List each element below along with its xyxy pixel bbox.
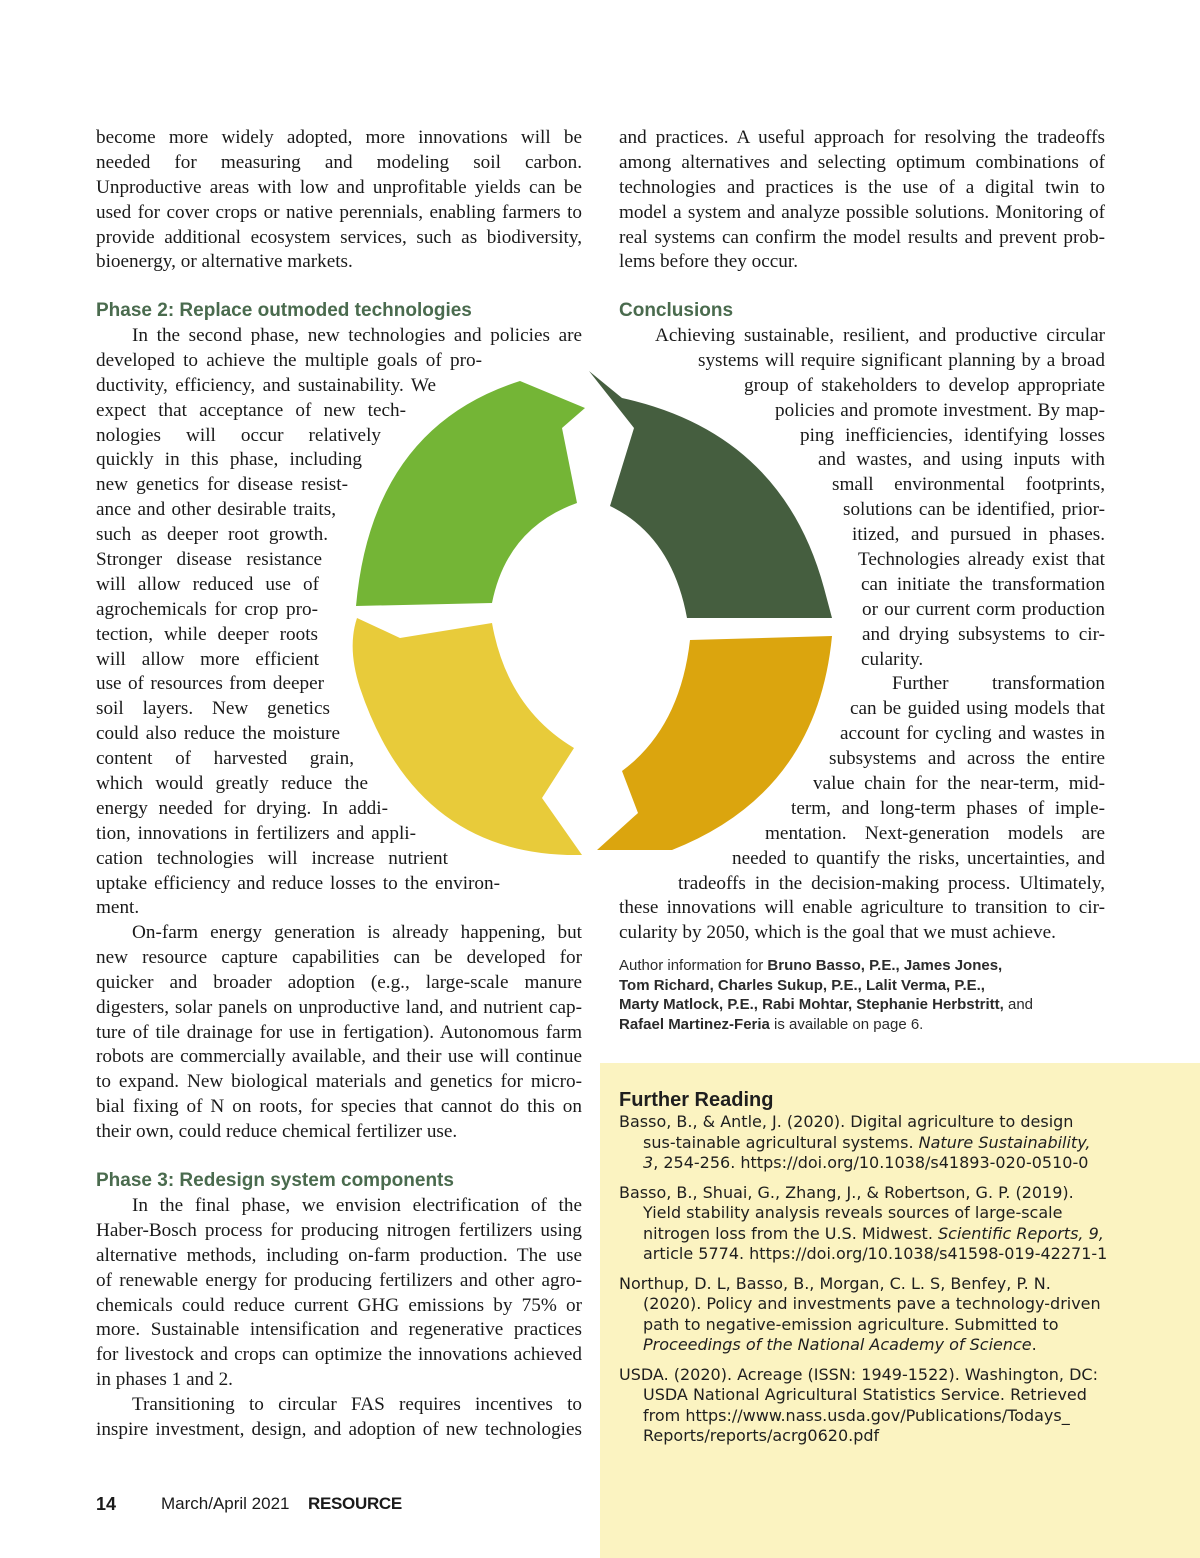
text-line: account for cycling and wastes in xyxy=(840,723,1105,745)
text-line: model a system and analyze possible solutions. Monitoring of xyxy=(619,201,1105,223)
further-reading-title: Further Reading xyxy=(619,1089,774,1111)
issue-date: March/April 2021 xyxy=(161,1494,290,1513)
text-line: chemicals could reduce current GHG emissions by 75% or xyxy=(96,1294,582,1316)
text-line: and wastes, and using inputs with xyxy=(818,449,1105,471)
author-names-4: Rafael Martinez-Feria xyxy=(619,1015,770,1033)
text-line: lems before they occur. xyxy=(619,251,799,273)
phase3-body xyxy=(96,1194,582,1443)
text-line: robots are commercially available, and their use will continue xyxy=(96,1046,582,1068)
text-line: subsystems and across the entire xyxy=(829,748,1105,770)
text-line: On-farm energy generation is already happening, but xyxy=(132,922,582,943)
text-line: in phases 1 and 2. xyxy=(96,1369,233,1391)
magazine-name: RESOURCE xyxy=(308,1494,402,1513)
reference-item xyxy=(619,1112,1109,1174)
author-info-suffix: is available on page 6. xyxy=(769,1015,924,1033)
text-line: tradeoffs in the decision-making process. Ultimately, xyxy=(678,872,1105,894)
text-line: expect that acceptance of new tech- xyxy=(96,399,406,421)
text-line: needed to quantify the risks, uncertainties, and xyxy=(732,847,1105,869)
text-line: Technologies already exist that xyxy=(858,549,1105,571)
author-and: and xyxy=(1003,996,1034,1013)
author-info-prefix: Author information for xyxy=(619,957,768,974)
text-line: Haber-Bosch process for producing nitrogen fertilizers using xyxy=(96,1219,582,1241)
reference-item xyxy=(619,1365,1109,1447)
ref-text-end: . xyxy=(1031,1335,1037,1354)
text-line: systems will require significant planning by a broad xyxy=(698,349,1105,371)
text-line: ture of tile drainage for use in fertigation). Autonomous farm xyxy=(96,1021,582,1043)
text-line: quicker and broader adoption (e.g., large-scale manure xyxy=(96,971,582,993)
text-line: tion, innovations in fertilizers and appli- xyxy=(96,822,416,844)
reference-list xyxy=(619,1112,1109,1456)
text-line: soil layers. New genetics xyxy=(96,698,330,720)
text-line: of renewable energy for producing fertilizers and other agro- xyxy=(96,1269,582,1291)
text-line: solutions can be identified, prior- xyxy=(843,499,1105,521)
text-line: Unproductive areas with low and unprofitable yields can be xyxy=(96,176,582,198)
text-line: policies and promote investment. By map- xyxy=(775,399,1105,421)
text-line: bial fixing of N on roots, for species that cannot do this on xyxy=(96,1096,582,1118)
text-line: needed for measuring and modeling soil carbon. xyxy=(96,151,582,173)
ref-text-end: , 254-256. https://doi.org/10.1038/s41893-020-0510-0 xyxy=(653,1153,1089,1172)
text-line: cation technologies will increase nutrient xyxy=(96,847,448,869)
author-names-3: Marty Matlock, P.E., Rabi Mohtar, Stephanie Herbstritt, xyxy=(619,996,1004,1013)
text-line: itized, and pursued in phases. xyxy=(852,524,1105,546)
text-line: can initiate the transformation xyxy=(861,573,1105,595)
text-line: real systems can confirm the model results and prevent prob- xyxy=(619,226,1105,248)
text-line: developed to achieve the multiple goals of pro- xyxy=(96,349,482,371)
phase2-body xyxy=(96,324,582,921)
reference-item xyxy=(619,1274,1109,1356)
text-line: Transitioning to circular FAS requires incentives to xyxy=(132,1394,582,1416)
text-line: such as deeper root growth. xyxy=(96,524,328,546)
text-line: ment. xyxy=(96,897,140,919)
ref-text: Basso, B., Shuai, G., Zhang, J., & Robertson, G. P. (2019). Yield stability analysis reveals sources of large-scale nitrogen loss from the U.S. Midwest. xyxy=(619,1182,1074,1243)
ref-journal: Proceedings of the National Academy of Science xyxy=(643,1335,1032,1354)
text-line: can be guided using models that xyxy=(850,698,1105,720)
ref-text: Basso, B., & Antle, J. (2020). Digital agriculture to design sus-tainable agricultural systems. xyxy=(619,1112,1074,1152)
text-line: technologies and practices is the use of a digital twin to xyxy=(619,176,1105,198)
text-line: will allow more efficient xyxy=(96,648,319,670)
text-line: In the final phase, we envision electrification of the xyxy=(132,1195,582,1216)
page-number: 14 xyxy=(96,1494,117,1514)
text-line: nologies will occur relatively xyxy=(96,424,381,446)
left-column-intro xyxy=(96,126,582,275)
text-line: their own, could reduce chemical fertilizer use. xyxy=(96,1121,458,1143)
text-line: inspire investment, design, and adoption of new technologies xyxy=(96,1419,582,1441)
text-line: term, and long-term phases of imple- xyxy=(791,797,1105,819)
ref-text-end: article 5774. https://doi.org/10.1038/s41598-019-42271-1 xyxy=(643,1244,1108,1263)
text-line: small environmental footprints, xyxy=(832,474,1105,496)
ref-journal: Nature Sustainability, 3 xyxy=(643,1132,1091,1172)
text-line: new resource capture capabilities can be developed for xyxy=(96,946,582,968)
conclusions-body xyxy=(619,324,1105,946)
author-names-2: Tom Richard, Charles Sukup, P.E., Lalit Verma, P.E., xyxy=(619,976,985,994)
text-line: ance and other desirable traits, xyxy=(96,499,336,521)
text-line: Further transformation xyxy=(892,673,1105,695)
text-line: for livestock and crops can optimize the innovations achieved xyxy=(96,1344,582,1366)
ref-text: Northup, D. L, Basso, B., Morgan, C. L. S, Benfey, P. N. (2020). Policy and investments pave a technology-driven path to negative-emission agriculture. Submitted to xyxy=(619,1273,1101,1334)
text-line: and drying subsystems to cir- xyxy=(862,623,1105,645)
text-line: new genetics for disease resist- xyxy=(96,474,348,496)
text-line: and practices. A useful approach for resolving the tradeoffs xyxy=(619,127,1105,148)
text-line: ping inefficiencies, identifying losses xyxy=(800,424,1105,446)
ref-journal: Scientific Reports, 9, xyxy=(938,1223,1104,1243)
text-line: more. Sustainable intensification and regenerative practices xyxy=(96,1319,582,1341)
text-line: which would greatly reduce the xyxy=(96,773,368,795)
text-line: mentation. Next-generation models are xyxy=(765,822,1105,844)
text-line: could also reduce the moisture xyxy=(96,723,340,745)
text-line: Achieving sustainable, resilient, and productive circular xyxy=(655,325,1105,346)
text-line: quickly in this phase, including xyxy=(96,449,362,471)
text-line: ductivity, efficiency, and sustainability. We xyxy=(96,374,436,396)
text-line: use of resources from deeper xyxy=(96,673,324,695)
text-line: tection, while deeper roots xyxy=(96,623,318,645)
text-line: agrochemicals for crop pro- xyxy=(96,598,318,620)
text-line: alternative methods, including on-farm production. The use xyxy=(96,1244,582,1266)
text-line: bioenergy, or alternative markets. xyxy=(96,251,353,273)
text-line: In the second phase, new technologies and policies are xyxy=(132,325,582,346)
text-line: to expand. New biological materials and genetics for micro- xyxy=(96,1071,582,1093)
further-reading-box xyxy=(600,1063,1200,1558)
author-names-1: Bruno Basso, P.E., James Jones, xyxy=(767,957,1003,974)
ref-text: USDA. (2020). Acreage (ISSN: 1949-1522). Washington, DC: USDA National Agricultural Statistics Service. Retrieved from https://www.nass.usda.gov/Publications/Todays_ Reports/reports/acrg0620.pdf xyxy=(619,1364,1098,1445)
author-info xyxy=(619,956,1119,1034)
text-line: content of harvested grain, xyxy=(96,748,354,770)
reference-item xyxy=(619,1183,1109,1265)
right-column-intro xyxy=(619,126,1105,275)
text-line: become more widely adopted, more innovations will be xyxy=(96,127,582,148)
phase3-heading: Phase 3: Redesign system components xyxy=(96,1170,454,1191)
text-line: group of stakeholders to develop appropriate xyxy=(744,374,1105,396)
text-line: value chain for the near-term, mid- xyxy=(813,773,1105,795)
text-line: digesters, solar panels on unproductive land, and nutrient cap- xyxy=(96,996,582,1018)
phase2-heading: Phase 2: Replace outmoded technologies xyxy=(96,300,472,321)
text-line: energy needed for drying. In addi- xyxy=(96,797,388,819)
text-line: cularity. xyxy=(861,648,924,670)
text-line: provide additional ecosystem services, such as biodiversity, xyxy=(96,226,582,248)
conclusions-heading: Conclusions xyxy=(619,300,734,321)
text-line: cularity by 2050, which is the goal that we must achieve. xyxy=(619,922,1056,944)
text-line: or our current corm production xyxy=(862,598,1105,620)
text-line: Stronger disease resistance xyxy=(96,549,322,571)
text-line: uptake efficiency and reduce losses to the environ- xyxy=(96,872,500,894)
phase2-para2 xyxy=(96,921,582,1145)
text-line: these innovations will enable agriculture to transition to cir- xyxy=(619,897,1105,919)
text-line: used for cover crops or native perennials, enabling farmers to xyxy=(96,201,582,223)
text-line: among alternatives and selecting optimum combinations of xyxy=(619,151,1105,173)
text-line: will allow reduced use of xyxy=(96,573,319,595)
